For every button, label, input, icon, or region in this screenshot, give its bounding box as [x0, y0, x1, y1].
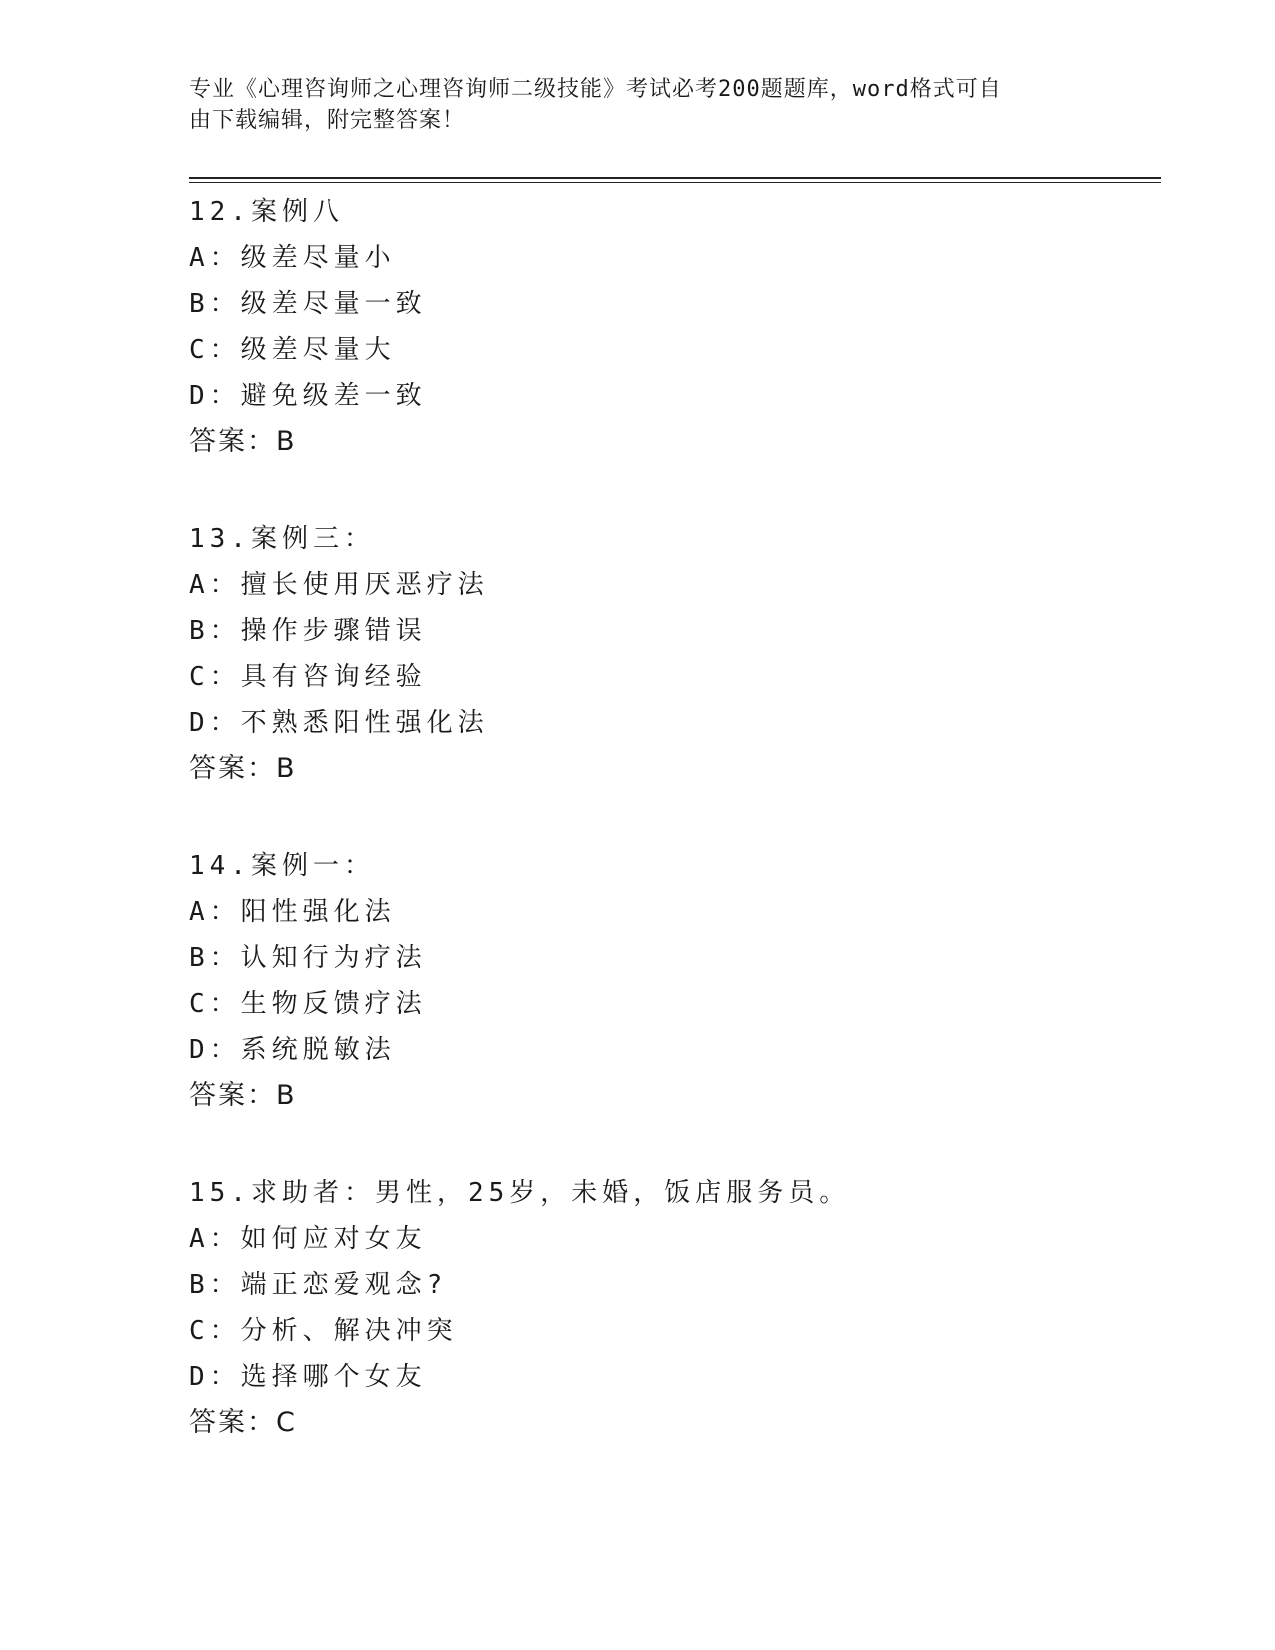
option-a: A：如何应对女友: [189, 1224, 427, 1254]
question-13: [189, 516, 1149, 792]
question-list: [189, 189, 1149, 1497]
header-divider-thick: [189, 177, 1161, 179]
option-d: D：选择哪个女友: [189, 1362, 427, 1392]
option-d: D：避免级差一致: [189, 381, 427, 411]
document-header: [189, 74, 1089, 136]
option-b: B：操作步骤错误: [189, 616, 427, 646]
option-c: C：级差尽量大: [189, 335, 396, 365]
answer: 答案：B: [189, 426, 297, 457]
header-line-1: 专业《心理咨询师之心理咨询师二级技能》考试必考200题题库，word格式可自: [189, 77, 1002, 102]
header-divider-thin: [189, 182, 1161, 183]
question-12: [189, 189, 1149, 465]
option-d: D：不熟悉阳性强化法: [189, 708, 489, 738]
option-a: A：擅长使用厌恶疗法: [189, 570, 489, 600]
answer: 答案：C: [189, 1407, 297, 1438]
option-c: C：具有咨询经验: [189, 662, 427, 692]
question-title: 15.求助者：男性，25岁，未婚，饭店服务员。: [189, 1178, 851, 1208]
answer: 答案：B: [189, 1080, 297, 1111]
question-14: [189, 843, 1149, 1119]
option-b: B：端正恋爱观念?: [189, 1270, 448, 1300]
question-title: 14.案例一：: [189, 851, 375, 881]
option-c: C：分析、解决冲突: [189, 1316, 458, 1346]
option-b: B：级差尽量一致: [189, 289, 427, 319]
option-c: C：生物反馈疗法: [189, 989, 427, 1019]
option-a: A：级差尽量小: [189, 243, 396, 273]
question-title: 13.案例三：: [189, 524, 375, 554]
header-line-2: 由下载编辑，附完整答案！: [189, 108, 466, 133]
question-title: 12.案例八: [189, 197, 344, 227]
option-a: A：阳性强化法: [189, 897, 396, 927]
option-b: B：认知行为疗法: [189, 943, 427, 973]
answer: 答案：B: [189, 753, 297, 784]
question-15: [189, 1170, 1149, 1446]
option-d: D：系统脱敏法: [189, 1035, 396, 1065]
